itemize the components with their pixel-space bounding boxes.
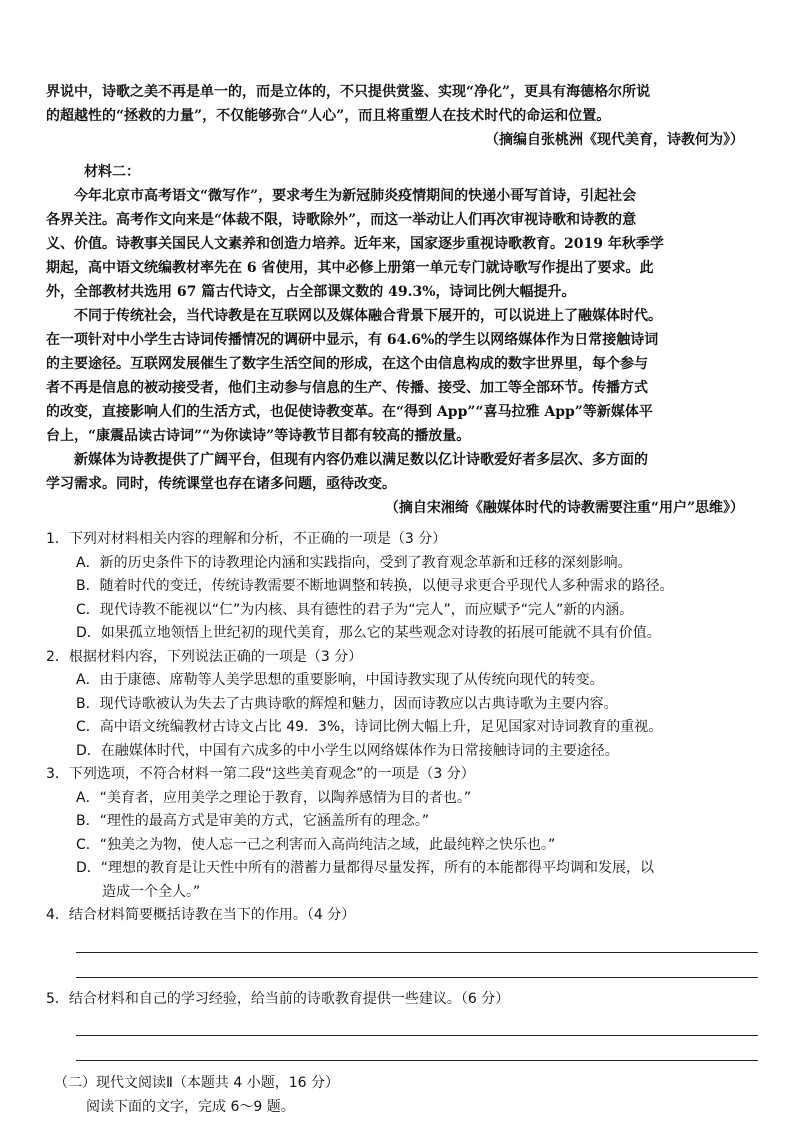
paragraph (46, 304, 760, 448)
option-b: B．随着时代的变迁，传统诗教需要不断地调整和转换，以便寻求更合乎现代人多种需求的路径。 (76, 578, 674, 594)
text-line: 台上，“康震品读古诗词”“为你读诗”等诗教节目都有较高的播放量。 (46, 428, 471, 444)
option-d: D．在融媒体时代，中国有六成多的中小学生以网络媒体作为日常接触诗词的主要途径。 (76, 742, 619, 759)
material-heading: 材料二： (84, 164, 140, 180)
text-line: 期起，高中语文统编教材率先在 6 省使用，其中必修上册第一单元专门就诗歌写作提出了要求。此 (46, 260, 654, 276)
question-stem: 2．根据材料内容，下列说法正确的一项是（3 分） (46, 648, 363, 665)
text-line: 学习需求。同时，传统课堂也存在诸多问题，亟待改变。 (46, 476, 396, 492)
text-line: 不同于传统社会，当代诗教是在互联网以及媒体融合背景下展开的，可以说进上了融媒体时代。 (74, 308, 662, 324)
answer-line[interactable] (76, 953, 758, 978)
text-line: 各界关注。高考作文向来是“体裁不限，诗歌除外”，而这一举动让人们再次审视诗歌和诗教的意 (46, 212, 637, 228)
question-stem: 3．下列选项，不符合材料一第二段“这些美育观念”的一项是（3 分） (46, 766, 475, 782)
question-stem: 4．结合材料简要概括诗教在当下的作用。（4 分） (46, 907, 356, 923)
text-line: 的超越性的“拯救的力量”，不仅能够弥合“人心”，而且将重塑人在技术时代的命运和位置。 (46, 108, 611, 124)
text-line: 新媒体为诗教提供了广阔平台，但现有内容仍难以满足数以亿计诗歌爱好者多层次、多方面的 (74, 452, 648, 468)
option-d-continuation: 造成一个全人。” (102, 883, 201, 900)
source-citation: （摘编自张桃洲《现代美育，诗教何为》） (485, 132, 744, 148)
text-line: 外，全部教材共选用 67 篇古代诗文，占全部课文数的 49.3%，诗词比例大幅提升。 (46, 284, 576, 300)
option-d: D．“理想的教育是让天性中所有的潜蓄力量都得尽量发挥，所有的本能都得平均调和发展，以 (76, 860, 655, 876)
option-b: B．现代诗歌被认为失去了古典诗歌的辉煌和魅力，因而诗教应以古典诗歌为主要内容。 (76, 695, 618, 712)
option-c: C．“独美之为物，使人忘一己之利害而入高尚纯洁之域，此最纯粹之快乐也。” (76, 836, 556, 853)
text-line: 的主要途径。互联网发展催生了数字生活空间的形成，在这个由信息构成的数字世界里，每个参与 (46, 356, 648, 372)
option-a: A．“美育者，应用美学之理论于教育，以陶养感情为目的者也。” (76, 789, 472, 806)
paragraph (46, 448, 760, 496)
question-5 (46, 988, 760, 1062)
question-stem: 5．结合材料和自己的学习经验，给当前的诗歌教育提供一些建议。（6 分） (46, 990, 510, 1007)
text-line: 者不再是信息的被动接受者，他们主动参与信息的生产、传播、接受、加工等全部环节。传播方式 (46, 380, 648, 396)
question-stem: 1．下列对材料相关内容的理解和分析，不正确的一项是（3 分） (46, 531, 447, 547)
section-2 (46, 1071, 760, 1119)
text-line: 义、价值。诗教事关国民人文素养和创造力培养。近年来，国家逐步重视诗歌教育。2019 年秋季学 (46, 236, 664, 252)
answer-line[interactable] (76, 1011, 758, 1036)
question-4 (46, 904, 760, 978)
source-citation: （摘自宋湘绮《融媒体时代的诗教需要注重“用户”思维》） (384, 500, 744, 516)
text-line: 的改变，直接影响人们的生活方式，也促使诗教变革。在“得到 App”“喜马拉雅 App”等新媒体平 (46, 404, 653, 420)
material2 (46, 160, 760, 520)
answer-line[interactable] (76, 928, 758, 953)
paragraph (46, 184, 760, 304)
answer-line[interactable] (76, 1036, 758, 1061)
text-line: 在一项针对中小学生古诗词传播情况的调研中显示，有 64.6%的学生以网络媒体作为日常接触诗词 (46, 332, 659, 348)
question-2 (46, 646, 760, 764)
material1-tail (46, 80, 760, 152)
option-c: C．高中语文统编教材古诗文占比 49．3%，诗词比例大幅上升，足见国家对诗词教育的重视。 (76, 719, 663, 735)
section-title: （二）现代文阅读Ⅱ（本题共 4 小题，16 分） (54, 1075, 339, 1091)
question-1 (46, 528, 760, 646)
option-c: C．现代诗教不能视以“仁”为内核、具有德性的君子为“完人”，而应赋予“完人”新的内涵。 (76, 601, 634, 618)
question-3 (46, 763, 760, 904)
option-a: A．新的历史条件下的诗教理论内涵和实践指向，受到了教育观念革新和迁移的深刻影响。 (76, 554, 632, 571)
section-instruction: 阅读下面的文字，完成 6～9 题。 (86, 1099, 295, 1115)
option-a: A．由于康德、席勒等人美学思想的重要影响，中国诗教实现了从传统向现代的转变。 (76, 672, 604, 688)
option-d: D．如果孤立地领悟上世纪初的现代美育，那么它的某些观念对诗教的拓展可能就不具有价值。 (76, 625, 661, 641)
option-b: B．“理性的最高方式是审美的方式，它涵盖所有的理念。” (76, 813, 430, 829)
text-line: 今年北京市高考语文“微写作”，要求考生为新冠肺炎疫情期间的快递小哥写首诗，引起社会 (74, 188, 637, 204)
text-line: 界说中，诗歌之美不再是单一的，而是立体的，不只提供赏鉴、实现“净化”，更具有海德格尔所说 (46, 84, 651, 100)
